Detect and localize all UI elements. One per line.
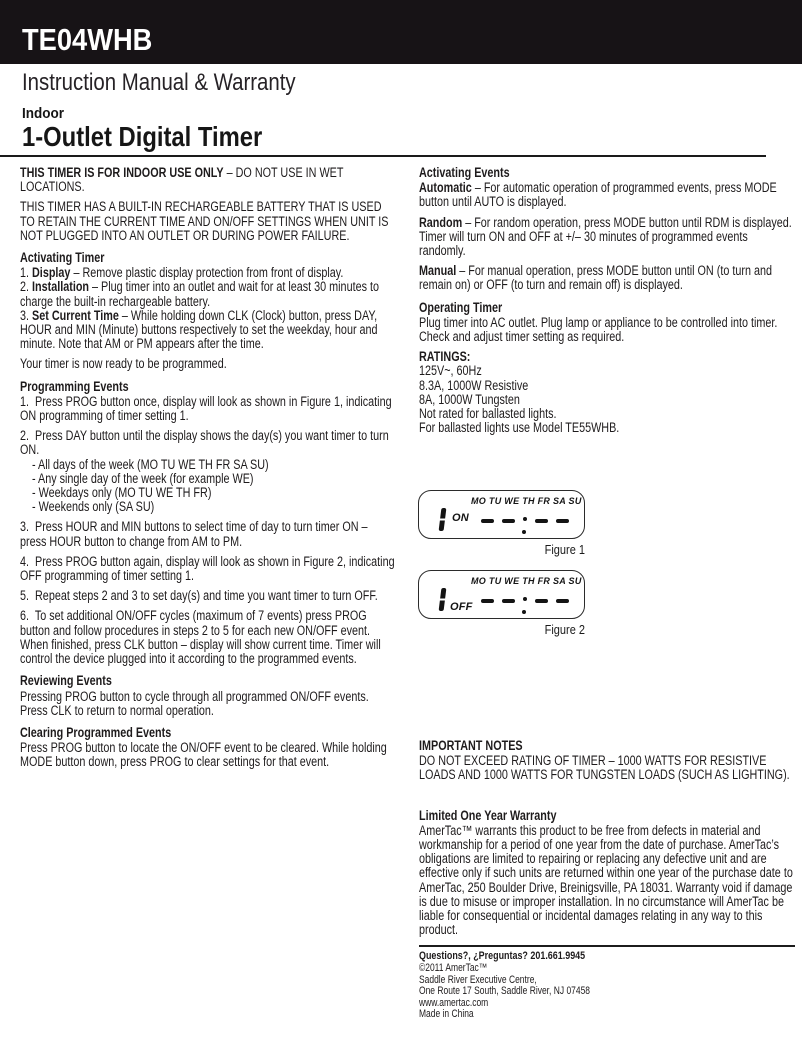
text: 3. Press HOUR and MIN buttons to select time of day to turn timer ON – press HOUR button to change from AM to PM. <box>20 519 371 549</box>
paragraph <box>419 754 795 782</box>
lcd-dash-segment <box>535 519 548 523</box>
text: – For manual operation, press MODE button until ON (to turn and remain on) or OFF (to turn and remain off) is displayed. <box>419 263 775 293</box>
publisher-line: Saddle River Executive Centre, <box>419 973 537 986</box>
ratings-block <box>419 350 795 435</box>
sub-list-item: - Any single day of the week (for example WE) <box>32 470 254 486</box>
paragraph <box>20 266 396 280</box>
text: AmerTac™ warrants this product to be free from defects in material and workmanship for a period of one year from the date of purchase. AmerTac’s obligations are limited to repairing or replacing any defective unit and are effective only if such units are returned within one year of the purchase date to AmerTac, 250 Boulder Drive, Breinigsville, PA 18031. Warranty void if damage is due to misuse or improper installation. In no circumstance will AmerTac be liable for consequential or incidental damages relating in any way to this product. <box>419 822 796 938</box>
ratings-line: 125V~, 60Hz <box>419 363 482 379</box>
paragraph <box>419 181 795 209</box>
text: 2. <box>20 279 33 295</box>
lcd-dash-segment <box>502 599 515 603</box>
paragraph <box>419 264 795 292</box>
left-column <box>20 166 396 770</box>
text: – For random operation, press MODE button until RDM is displayed. Timer will turn ON and OFF at +/– 30 minutes of programmed events randomly. <box>419 214 795 259</box>
text: – Plug timer into an outlet and wait for at least 30 minutes to charge the built-in rechargeable battery. <box>20 279 382 309</box>
lcd-dash-segment <box>556 599 569 603</box>
text: 3. <box>20 307 33 323</box>
bold-text: Installation <box>32 279 90 295</box>
text: 6. To set additional ON/OFF cycles (maximum of 7 events) press PROG button and follow procedures in steps 2 to 5 for each new ON/OFF event. When finished, press CLK button – display will show current time. Timer will control the device plugged into it according to the programmed events. <box>20 608 384 667</box>
bold-text: THIS TIMER IS FOR INDOOR USE ONLY <box>20 165 224 180</box>
bold-text: Automatic <box>419 180 472 196</box>
publisher-line: Made in China <box>419 1008 474 1021</box>
text: Your timer is now ready to be programmed. <box>20 356 227 372</box>
text: Plug timer into AC outlet. Plug lamp or appliance to be controlled into timer. Check and adjust timer setting as required. <box>419 314 781 345</box>
lcd-day-labels: MO TU WE TH FR SA SU <box>471 496 582 506</box>
paragraph <box>20 280 396 308</box>
section-heading: Activating Events <box>419 165 510 180</box>
bold-text: Manual <box>419 263 457 279</box>
paragraph <box>20 589 396 603</box>
manual-subtitle: Instruction Manual & Warranty <box>22 69 296 96</box>
bold-text: Display <box>32 265 71 281</box>
text: – DO NOT USE IN WET LOCATIONS. <box>20 165 347 195</box>
publisher-line: www.amertac.com <box>419 996 489 1009</box>
paragraph <box>419 216 795 259</box>
bold-text: Set Current Time <box>32 307 119 323</box>
section-heading: Activating Timer <box>20 250 105 266</box>
lcd-dash-segment <box>502 519 515 523</box>
paragraph <box>20 166 396 194</box>
text: – Remove plastic display protection from front of display. <box>70 265 344 281</box>
text: 2. Press DAY button until the display shows the day(s) you want timer to turn ON. <box>20 428 392 458</box>
lcd-day-labels: MO TU WE TH FR SA SU <box>471 576 582 586</box>
section-heading: Operating Timer <box>419 299 503 315</box>
lcd-display-on <box>418 490 585 539</box>
figure-caption: Figure 1 <box>544 543 585 557</box>
paragraph <box>20 429 396 457</box>
lcd-event-number-digit <box>439 588 447 611</box>
lcd-time-placeholder <box>481 599 569 603</box>
ratings-line: Not rated for ballasted lights. <box>419 406 557 422</box>
text: 1. <box>20 265 33 281</box>
lcd-dash-segment <box>481 599 494 603</box>
paragraph <box>20 520 396 548</box>
sub-list <box>20 458 396 515</box>
publisher-line: ©2011 AmerTac™ <box>419 962 488 975</box>
text: – While holding down CLK (Clock) button, press DAY, HOUR and MIN (Minute) buttons respectively to set the weekday, hour and minute. Note that AM or PM appears after the time. <box>20 307 381 352</box>
divider <box>419 945 795 947</box>
text: 5. Repeat steps 2 and 3 to set day(s) and time you want timer to turn OFF. <box>20 588 378 604</box>
publisher-info <box>419 951 795 1021</box>
paragraph <box>419 316 795 344</box>
lcd-event-number-digit <box>439 508 447 531</box>
text: Press PROG button to locate the ON/OFF event to be cleared. While holding MODE button down, press PROG to clear settings for that event. <box>20 740 390 770</box>
figure-caption: Figure 2 <box>544 623 585 637</box>
paragraph <box>20 741 396 769</box>
right-column-top <box>419 166 795 435</box>
lcd-colon <box>523 519 527 523</box>
text: – For automatic operation of programmed events, press MODE button until AUTO is displayed. <box>419 180 780 210</box>
paragraph <box>20 690 396 718</box>
ratings-line: For ballasted lights use Model TE55WHB. <box>419 420 620 436</box>
text: 1. Press PROG button once, display will look as shown in Figure 1, indicating ON programming of timer setting 1. <box>20 393 395 424</box>
ratings-line: 8A, 1000W Tungsten <box>419 391 520 407</box>
title-rule <box>0 155 766 157</box>
lcd-colon <box>523 599 527 603</box>
text: 4. Press PROG button again, display will look as shown in Figure 2, indicating OFF programming of timer setting 1. <box>20 553 398 584</box>
paragraph <box>419 824 795 938</box>
figure-1 <box>418 490 585 557</box>
paragraph <box>20 200 396 243</box>
paragraph <box>20 395 396 423</box>
product-title: 1-Outlet Digital Timer <box>22 121 263 152</box>
ratings-line: RATINGS: <box>419 349 471 365</box>
lcd-dash-segment <box>556 519 569 523</box>
text: THIS TIMER HAS A BUILT-IN RECHARGEABLE BATTERY THAT IS USED TO RETAIN THE CURRENT TIME AND ON/OFF SETTINGS WHEN UNIT IS NOT PLUGGED INTO AN OUTLET OR DURING POWER FAILURE. <box>20 199 392 243</box>
figure-2 <box>418 570 585 637</box>
section-heading: Programming Events <box>20 378 129 394</box>
product-category: Indoor <box>22 105 64 122</box>
paragraph <box>20 555 396 583</box>
lcd-state-label: ON <box>452 512 469 524</box>
publisher-line: One Route 17 South, Saddle River, NJ 07458 <box>419 985 591 998</box>
section-heading: IMPORTANT NOTES <box>419 738 523 753</box>
lcd-dash-segment <box>481 519 494 523</box>
publisher-line: Questions?, ¿Preguntas? 201.661.9945 <box>419 950 586 963</box>
text: DO NOT EXCEED RATING OF TIMER – 1000 WATTS FOR RESISTIVE LOADS AND 1000 WATTS FOR TUNGSTEN LOADS (SUCH AS LIGHTING). <box>419 753 790 783</box>
right-column-bottom <box>419 739 795 1021</box>
paragraph <box>20 609 396 666</box>
lcd-state-label: OFF <box>450 601 473 613</box>
sub-list-item: - Weekends only (SA SU) <box>32 499 155 515</box>
model-number: TE04WHB <box>22 22 153 57</box>
section-heading: Limited One Year Warranty <box>419 807 557 823</box>
text: Pressing PROG button to cycle through all programmed ON/OFF events. Press CLK to return to normal operation. <box>20 688 372 718</box>
sub-list-item: - Weekdays only (MO TU WE TH FR) <box>32 485 212 501</box>
lcd-dash-segment <box>535 599 548 603</box>
lcd-display-off <box>418 570 585 619</box>
ratings-line: 8.3A, 1000W Resistive <box>419 377 529 393</box>
paragraph <box>20 357 396 371</box>
section-heading: Reviewing Events <box>20 673 112 689</box>
lcd-time-placeholder <box>481 519 569 523</box>
section-heading: Clearing Programmed Events <box>20 724 172 740</box>
bold-text: Random <box>419 214 463 230</box>
sub-list-item: - All days of the week (MO TU WE TH FR SA SU) <box>32 456 269 472</box>
paragraph <box>20 309 396 352</box>
